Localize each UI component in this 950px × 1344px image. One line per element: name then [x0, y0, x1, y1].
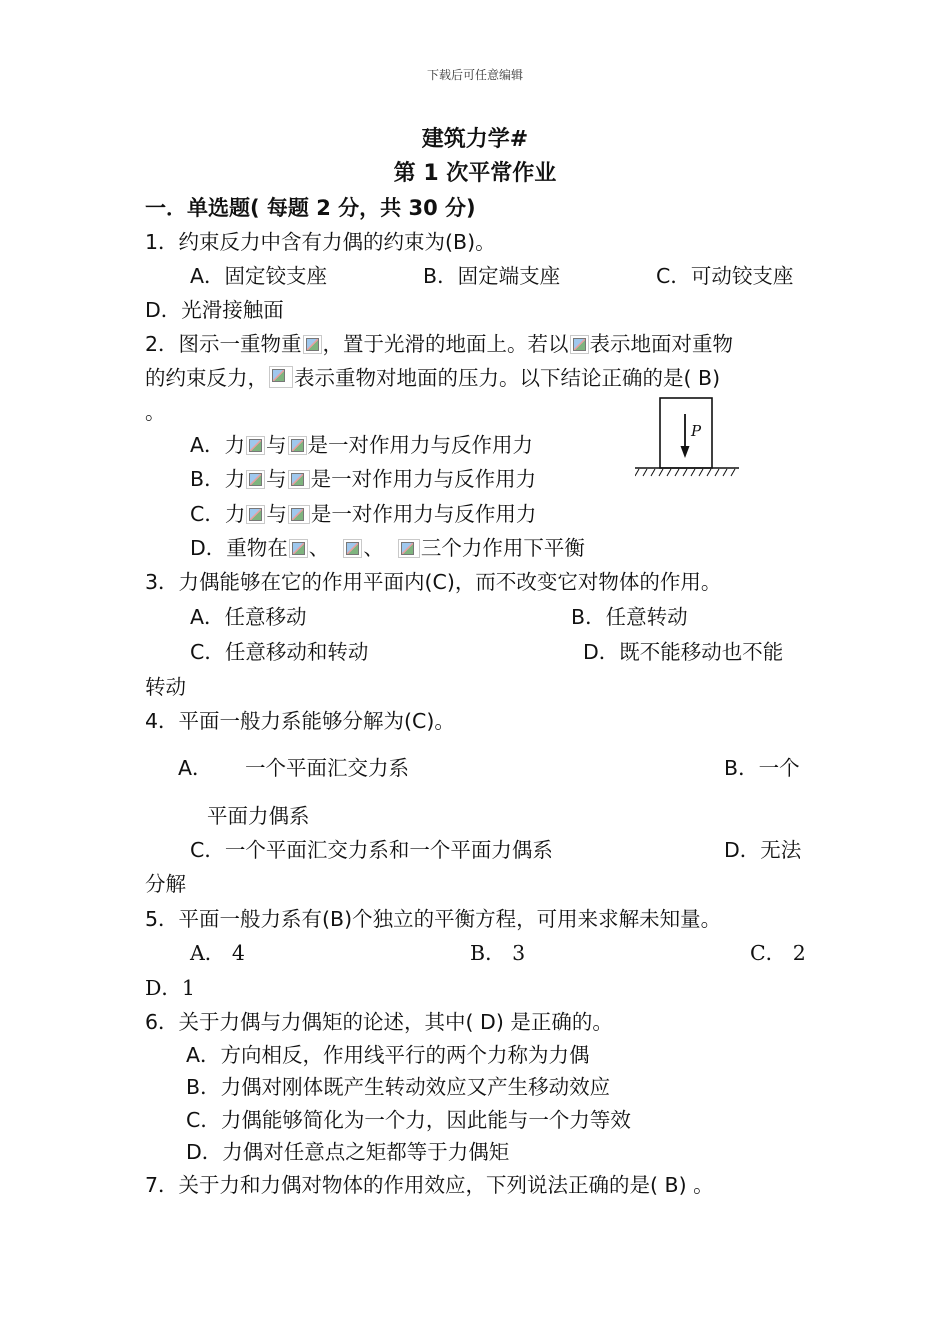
question-7-stem: 7．关于力和力偶对物体的作用效应，下列说法正确的是( B) 。	[145, 1173, 714, 1197]
text-segment: 是一对作用力与反作用力	[307, 433, 534, 457]
question-1-option-a: A．固定铰支座	[190, 264, 328, 288]
text-segment: D．重物在	[190, 536, 288, 560]
broken-image-icon	[246, 436, 265, 455]
question-4-option-d: D．无法	[724, 838, 802, 862]
document-subtitle: 第 1 次平常作业	[393, 161, 557, 186]
text-segment: A．力	[190, 433, 246, 457]
question-5-option-b: B． 3	[470, 941, 526, 965]
broken-image-icon	[246, 505, 265, 524]
question-4-stem: 4．平面一般力系能够分解为(C)。	[145, 709, 455, 733]
text-segment: 是一对作用力与反作用力	[310, 502, 537, 526]
question-6-option-a: A．方向相反，作用线平行的两个力称为力偶	[186, 1043, 590, 1067]
question-2-option-d	[190, 534, 585, 562]
page-header: 下载后可任意编辑	[426, 68, 523, 82]
question-5-option-d: D．1	[145, 976, 195, 1000]
question-1-option-c: C．可动铰支座	[656, 264, 794, 288]
broken-image-icon	[398, 539, 420, 558]
block-rect	[660, 398, 712, 468]
question-4-option-b-continued: 平面力偶系	[207, 804, 310, 828]
text-segment: 与	[266, 433, 287, 457]
text-segment: 与	[266, 502, 287, 526]
text-segment: 与	[266, 467, 287, 491]
text-segment: 、	[363, 536, 384, 560]
broken-image-icon	[288, 470, 310, 489]
question-3-option-a: A．任意移动	[190, 605, 307, 629]
question-4-option-d-continued: 分解	[145, 872, 186, 896]
question-6-stem: 6．关于力偶与力偶矩的论述，其中( D) 是正确的。	[145, 1010, 613, 1034]
force-label: P	[691, 422, 702, 440]
broken-image-icon	[288, 436, 307, 455]
broken-image-icon	[570, 335, 589, 354]
question-2-option-a	[190, 431, 533, 459]
question-1-stem: 1．约束反力中含有力偶的约束为(B)。	[145, 230, 496, 254]
question-3-option-d-continued: 转动	[145, 675, 186, 699]
question-5-option-c: C． 2	[750, 941, 806, 965]
text-segment: B．力	[190, 467, 246, 491]
text-segment: C．力	[190, 502, 246, 526]
question-1-option-d: D．光滑接触面	[145, 298, 284, 322]
question-5-option-a: A． 4	[190, 941, 245, 965]
question-2-stem-line-3: 。	[145, 400, 166, 424]
question-3-option-d: D．既不能移动也不能	[583, 640, 784, 664]
question-6-option-b: B．力偶对刚体既产生转动效应又产生移动效应	[186, 1075, 611, 1099]
question-4-option-b: B．一个	[724, 756, 800, 780]
text-segment: 表示地面对重物	[589, 332, 734, 356]
broken-image-icon	[343, 539, 362, 558]
question-3-option-b: B．任意转动	[571, 605, 688, 629]
question-6-option-d: D．力偶对任意点之矩都等于力偶矩	[186, 1140, 510, 1164]
question-3-option-c: C．任意移动和转动	[190, 640, 369, 664]
broken-image-icon	[288, 505, 310, 524]
text-segment: 表示重物对地面的压力。以下结论正确的是( B)	[294, 366, 721, 390]
block-on-ground-diagram	[635, 396, 739, 482]
text-segment: ，置于光滑的地面上。若以	[322, 332, 569, 356]
question-2-stem-line-1	[145, 330, 733, 358]
question-2-option-b	[190, 465, 536, 493]
question-5-stem: 5．平面一般力系有(B)个独立的平衡方程，可用来求解未知量。	[145, 907, 722, 931]
question-4-option-c: C．一个平面汇交力系和一个平面力偶系	[190, 838, 553, 862]
ground-hatching	[635, 469, 735, 476]
broken-image-icon	[269, 366, 293, 388]
text-segment: 2．图示一重物重	[145, 332, 302, 356]
broken-image-icon	[246, 470, 265, 489]
question-2-option-c	[190, 500, 536, 528]
text-segment: 三个力作用下平衡	[420, 536, 585, 560]
question-4-option-a-letter: A．	[178, 756, 213, 780]
question-4-option-a: 一个平面汇交力系	[245, 756, 409, 780]
text-segment: 是一对作用力与反作用力	[310, 467, 537, 491]
broken-image-icon	[289, 539, 308, 558]
document-title: 建筑力学#	[421, 127, 529, 152]
broken-image-icon	[303, 335, 322, 354]
question-6-option-c: C．力偶能够简化为一个力，因此能与一个力等效	[186, 1108, 631, 1132]
text-segment: 的约束反力，	[145, 366, 268, 390]
section-heading: 一．单选题( 每题 2 分，共 30 分)	[145, 196, 476, 220]
question-1-option-b: B．固定端支座	[423, 264, 561, 288]
text-segment: 、	[308, 536, 330, 560]
question-2-stem-line-2	[145, 364, 720, 392]
question-3-stem: 3．力偶能够在它的作用平面内(C)，而不改变它对物体的作用。	[145, 570, 722, 594]
